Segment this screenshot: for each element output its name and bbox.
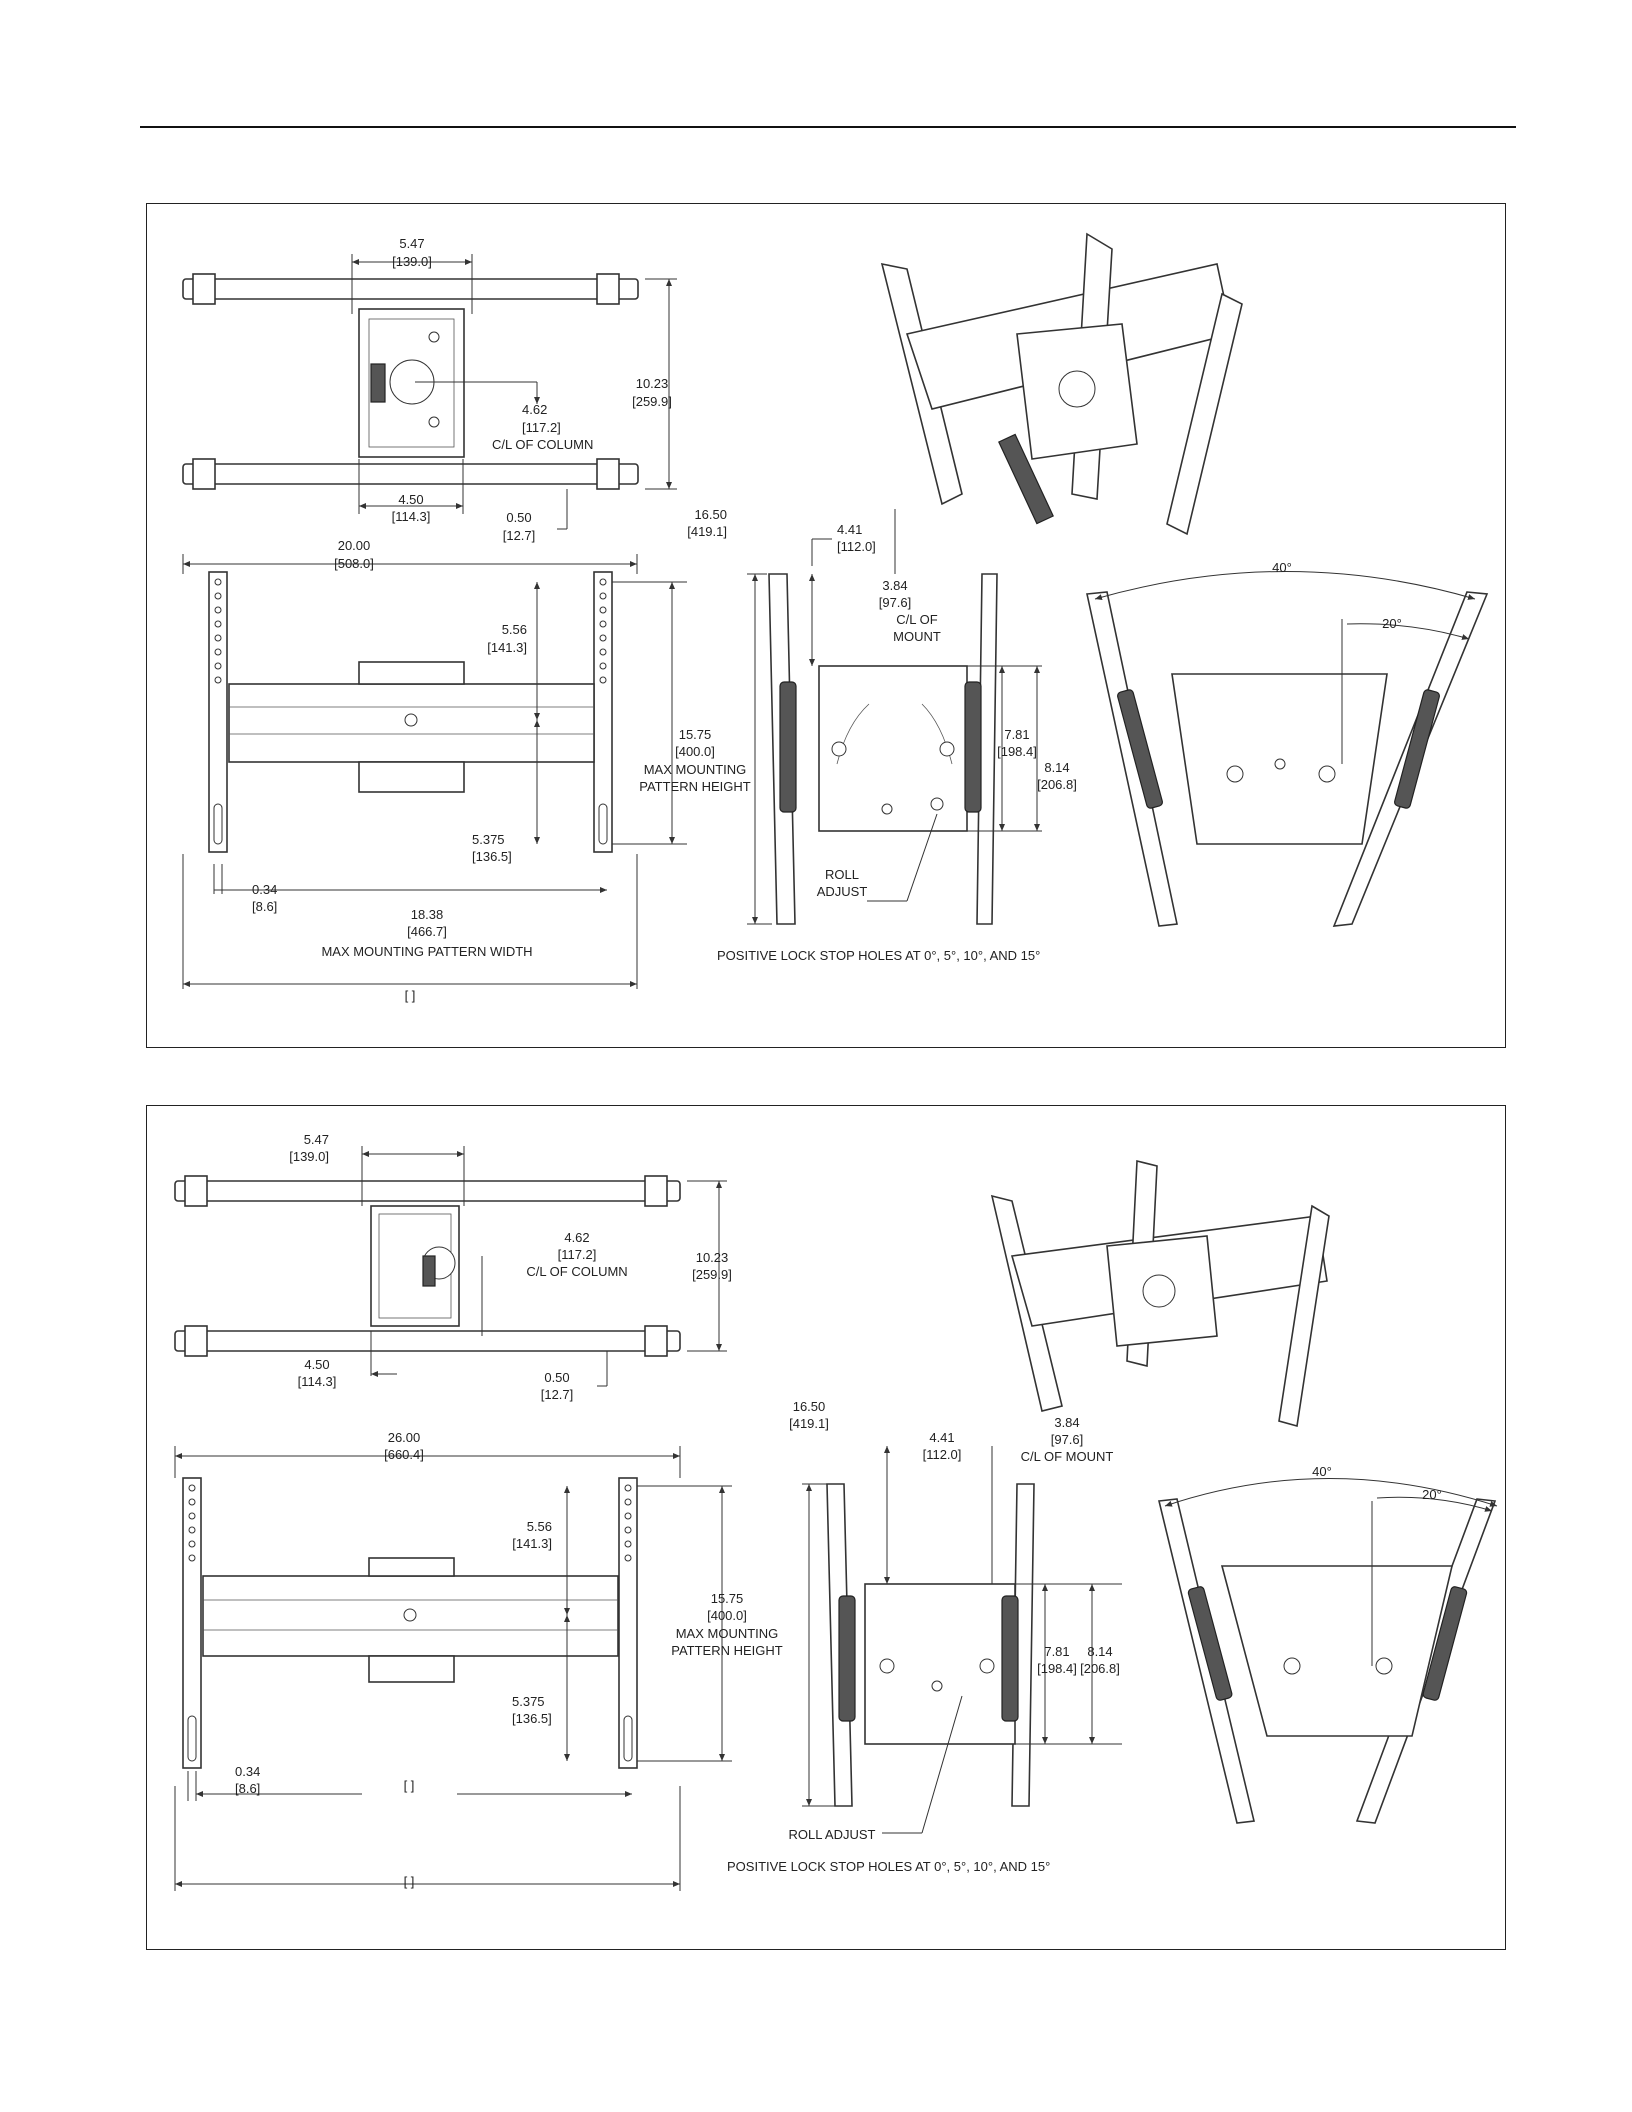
- dim-text-mm: [508.0]: [334, 556, 374, 571]
- side-view: [827, 1484, 1034, 1806]
- top-rail: [183, 279, 638, 299]
- dim-text: 3.84: [882, 578, 908, 593]
- dim-text-mm: [139.0]: [289, 1149, 329, 1164]
- dim-text-mm: [136.5]: [472, 849, 512, 864]
- dim-text-mm: [8.6]: [252, 899, 278, 914]
- roll-label: ADJUST: [816, 884, 868, 899]
- dim-text-mm: [8.6]: [235, 1781, 261, 1796]
- tilt-view: [1159, 1499, 1495, 1823]
- dim-text-mm: [141.3]: [512, 1536, 552, 1551]
- tilt-rail-left: [1087, 592, 1177, 926]
- dim-text-mm: [259.9]: [632, 394, 672, 409]
- pattern-label: MAX MOUNTING PATTERN WIDTH: [321, 944, 533, 959]
- dim-text-mm: [198.4]: [1037, 1661, 1077, 1676]
- side-view: [769, 574, 997, 924]
- dim-text-mm: [136.5]: [512, 1711, 552, 1726]
- dim-text: 0.34: [235, 1764, 261, 1779]
- dim-text-mm: [114.3]: [297, 1374, 337, 1389]
- dim-text: 5.47: [303, 1132, 329, 1147]
- panel-2-drawing: [147, 1106, 1507, 1951]
- center-bolt: [405, 714, 417, 726]
- label-plate: [371, 364, 385, 402]
- dim-text-mm: [139.0]: [392, 254, 432, 269]
- dim-text: 4.50: [398, 492, 424, 507]
- dim-text: 7.81: [1044, 1644, 1070, 1659]
- col-label: C/L OF COLUMN: [492, 437, 594, 452]
- rail-end-cap: [193, 459, 215, 489]
- dim-text: 5.375: [472, 832, 505, 847]
- dim-text-mm: [97.6]: [1050, 1432, 1084, 1447]
- dim-text: 16.50: [694, 507, 727, 522]
- dim-text: 10.23: [635, 376, 669, 391]
- mount-label: C/L OF: [896, 612, 938, 627]
- dim-text-mm: [206.8]: [1037, 777, 1077, 792]
- handle-left: [780, 682, 796, 812]
- pattern-label: PATTERN HEIGHT: [671, 1643, 783, 1658]
- pattern-label: MAX MOUNTING: [675, 1626, 779, 1641]
- bolt: [429, 417, 439, 427]
- dim-text: 0.50: [544, 1370, 570, 1385]
- dim-text: 4.41: [837, 522, 863, 537]
- mount-label: MOUNT: [893, 629, 941, 644]
- lock-note: POSITIVE LOCK STOP HOLES AT 0°, 5°, 10°, AND 15°: [727, 1859, 1051, 1874]
- bolt: [429, 332, 439, 342]
- dim-text-mm: [ ]: [403, 1874, 415, 1889]
- dim-text: 16.50: [792, 1399, 826, 1414]
- dim-text-mm: [419.1]: [687, 524, 727, 539]
- dim-text: 20.00: [337, 538, 371, 553]
- isometric-view: [992, 1161, 1329, 1426]
- dim-text: 7.81: [1004, 727, 1030, 742]
- dim-text-mm: [12.7]: [502, 528, 536, 543]
- angle-label: 40°: [1272, 560, 1292, 575]
- dim-text-mm: [259.9]: [692, 1267, 732, 1282]
- dim-text: 4.62: [564, 1230, 590, 1245]
- dim-text: 0.34: [252, 882, 278, 897]
- bottom-rail: [183, 464, 638, 484]
- dim-text-mm: [ ]: [403, 1778, 415, 1793]
- dim-text-mm: [12.7]: [540, 1387, 574, 1402]
- dim-text-mm: [141.3]: [487, 640, 527, 655]
- roll-label: ROLL: [825, 867, 859, 882]
- dim-text-mm: [466.7]: [407, 924, 447, 939]
- column-bottom: [359, 762, 464, 792]
- panel-1-drawing: [147, 204, 1507, 1049]
- dim-text-mm: [198.4]: [997, 744, 1037, 759]
- dim-text: 0.50: [506, 510, 532, 525]
- dim-text-mm: [114.3]: [391, 509, 431, 524]
- rail-end-cap: [193, 274, 215, 304]
- tilt-view: [1087, 592, 1487, 926]
- front-view: [183, 1478, 637, 1768]
- roll-label: ROLL ADJUST: [788, 1827, 876, 1842]
- dim-text: 5.56: [526, 1519, 552, 1534]
- dim-text: 5.47: [399, 236, 425, 251]
- rail-end-cap: [597, 459, 619, 489]
- dim-text: 15.75: [678, 727, 712, 742]
- dim-text: 10.23: [695, 1250, 729, 1265]
- angle-label: 40°: [1312, 1464, 1332, 1479]
- dim-text: 15.75: [710, 1591, 744, 1606]
- mount-label: C/L OF MOUNT: [1020, 1449, 1114, 1464]
- dim-text: 5.375: [512, 1694, 545, 1709]
- dim-text-mm: [117.2]: [557, 1247, 597, 1262]
- pattern-label: MAX MOUNTING: [643, 762, 747, 777]
- dim-text: 4.62: [522, 402, 548, 417]
- drawing-panel-2: [146, 1105, 1506, 1950]
- dim-text-mm: [419.1]: [789, 1416, 829, 1431]
- top-view: [183, 274, 638, 489]
- drawing-panel-1: [146, 203, 1506, 1048]
- front-view: [209, 572, 612, 852]
- dim-text: 18.38: [410, 907, 444, 922]
- dim-text: 4.50: [304, 1357, 330, 1372]
- rail-end-cap: [597, 274, 619, 304]
- dim-text: 8.14: [1044, 760, 1070, 775]
- pattern-label: PATTERN HEIGHT: [639, 779, 751, 794]
- dim-text-mm: [ ]: [404, 988, 416, 1003]
- handle-right: [965, 682, 981, 812]
- dim-text: 5.56: [501, 622, 527, 637]
- dim-text-mm: [660.4]: [384, 1447, 424, 1462]
- dim-text-mm: [400.0]: [675, 744, 715, 759]
- dim-text-mm: [206.8]: [1080, 1661, 1120, 1676]
- isometric-view: [882, 234, 1242, 534]
- dim-text-mm: [117.2]: [522, 420, 561, 435]
- dim-text-mm: [112.0]: [837, 539, 876, 554]
- dim-text: 26.00: [387, 1430, 421, 1445]
- dim-text: 8.14: [1087, 1644, 1113, 1659]
- col-label: C/L OF COLUMN: [526, 1264, 628, 1279]
- header-rule: [140, 126, 1516, 128]
- dim-text-mm: [400.0]: [707, 1608, 747, 1623]
- lock-note: POSITIVE LOCK STOP HOLES AT 0°, 5°, 10°, AND 15°: [717, 948, 1041, 963]
- dim-text: 4.41: [929, 1430, 955, 1445]
- angle-label: 20°: [1382, 616, 1402, 631]
- column-top: [359, 662, 464, 684]
- dim-text: 3.84: [1054, 1415, 1080, 1430]
- angle-label: 20°: [1422, 1487, 1442, 1502]
- dim-text-mm: [112.0]: [922, 1447, 962, 1462]
- dim-text-mm: [97.6]: [878, 595, 912, 610]
